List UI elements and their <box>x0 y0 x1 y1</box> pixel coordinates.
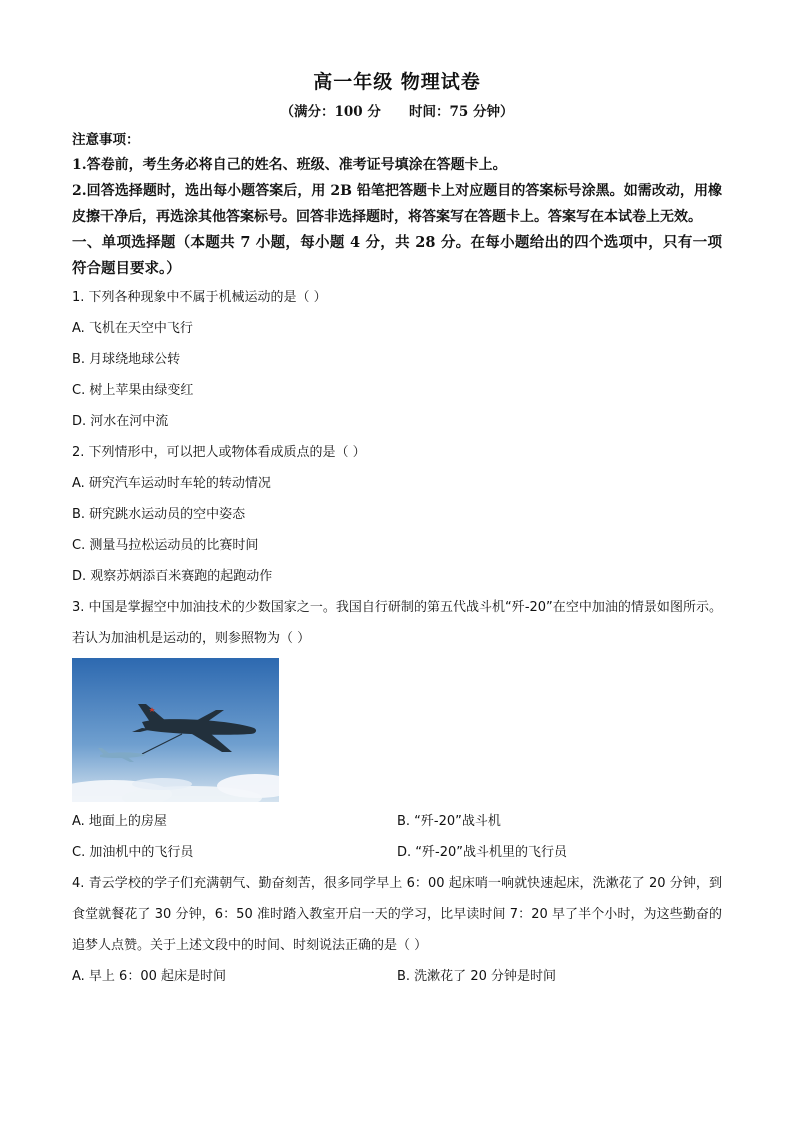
options-row <box>72 961 722 992</box>
question-2 <box>72 437 722 592</box>
notice-item-1: 1.答卷前，考生务必将自己的姓名、班级、准考证号填涂在答题卡上。 <box>72 157 507 173</box>
option-b: B. 洗漱花了 20 分钟是时间 <box>397 969 556 984</box>
options-row <box>72 837 722 868</box>
option-c: C. 树上苹果由绿变红 <box>72 383 194 398</box>
option-d: D. 河水在河中流 <box>72 414 169 429</box>
option-a: A. 早上 6：00 起床是时间 <box>72 969 227 984</box>
option-d: D. 观察苏炳添百米赛跑的起跑动作 <box>72 569 273 584</box>
option-b: B. 研究跳水运动员的空中姿态 <box>72 507 246 522</box>
exam-title: 高一年级 物理试卷 <box>313 71 481 93</box>
question-4 <box>72 868 722 992</box>
option-a: A. 飞机在天空中飞行 <box>72 321 193 336</box>
option-a: A. 地面上的房屋 <box>72 814 167 829</box>
question-stem: 3. 中国是掌握空中加油技术的少数国家之一。我国自行研制的第五代战斗机“歼-20”在空中加油的情景如图所示。若认为加油机是运动的，则参照物为（ ） <box>72 600 722 646</box>
question-3 <box>72 592 722 868</box>
exam-page <box>72 68 722 992</box>
option-a: A. 研究汽车运动时车轮的转动情况 <box>72 476 271 491</box>
options-row <box>72 806 722 837</box>
exam-subtitle: （满分：100 分 时间：75 分钟） <box>280 104 514 120</box>
option-c: C. 加油机中的飞行员 <box>72 845 194 860</box>
question-1 <box>72 282 722 437</box>
question-stem: 4. 青云学校的学子们充满朝气、勤奋刻苦，很多同学早上 6：00 起床哨一响就快速起床，洗漱花了 20 分钟，到食堂就餐花了 30 分钟，6：50 准时踏入教室开启一天的学习，比早读时间 7：20 早了半个小时，为这些勤奋的追梦人点赞。关于上述文段中的时间、时刻说法正确的是（ ） <box>72 876 722 953</box>
aerial-refueling-photo <box>72 658 279 802</box>
notice-heading: 注意事项： <box>72 132 140 148</box>
question-stem: 1. 下列各种现象中不属于机械运动的是（ ） <box>72 290 327 305</box>
option-c: C. 测量马拉松运动员的比赛时间 <box>72 538 259 553</box>
option-b: B. 月球绕地球公转 <box>72 352 181 367</box>
question-stem: 2. 下列情形中，可以把人或物体看成质点的是（ ） <box>72 445 366 460</box>
section-heading: 一、单项选择题（本题共 7 小题，每小题 4 分，共 28 分。在每小题给出的四个选项中，只有一项符合题目要求。） <box>72 234 722 277</box>
option-b: B. “歼-20”战斗机 <box>397 814 501 829</box>
option-d: D. “歼-20”战斗机里的飞行员 <box>397 845 567 860</box>
notice-item-2: 2.回答选择题时，选出每小题答案后，用 2B 铅笔把答题卡上对应题目的答案标号涂黑。如需改动，用橡皮擦干净后，再选涂其他答案标号。回答非选择题时，将答案写在答题卡上。答案写在本试卷上无效。 <box>72 183 722 225</box>
